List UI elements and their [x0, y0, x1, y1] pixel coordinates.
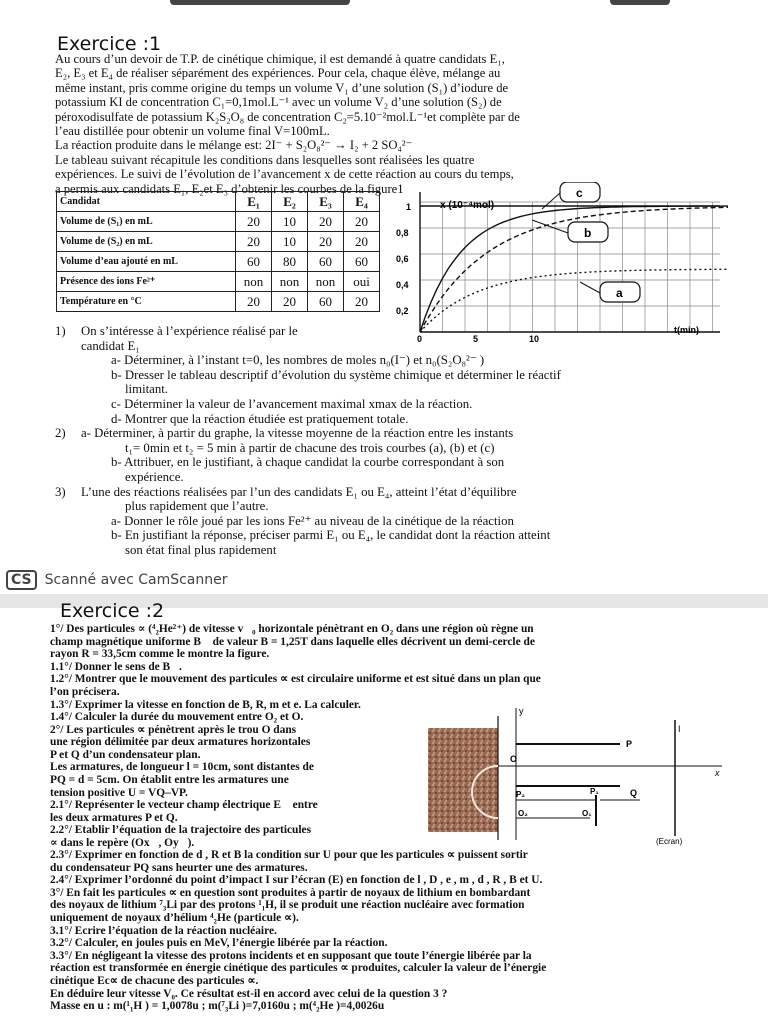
fig-ecran-label: (Ecran) [656, 837, 683, 846]
ex2-left-line: 2°/ Les particules ∝ pénètrent après le trou O dans [50, 723, 297, 736]
curve-label-b: b [584, 226, 592, 240]
question-line [55, 324, 561, 339]
exercise-1-intro [55, 52, 520, 196]
table-cell: Volume de (S₂) en mL [57, 232, 236, 252]
intro-line: La réaction produite dans le mélange est: 2I⁻ + S₂O₈²⁻ → I₂ + 2 SO₄²⁻ [55, 138, 413, 153]
ex2-bottom-line: 3°/ En fait les particules ∝ en question sont produites à partir de noyaux de lithium en bombardant [50, 886, 531, 899]
curve-a [420, 269, 728, 332]
intro-line: péroxodisulfate de potassium K₂S₂O₈ de concentration C₂=5.10⁻²mol.L⁻¹et complète par de [55, 109, 520, 124]
question-line [55, 441, 561, 456]
question-line [55, 485, 561, 500]
graph-y-tick: 0,4 [396, 280, 409, 290]
ex2-left-line: 2.1°/ Représenter le vecteur champ électrique E⃗ entre [50, 799, 318, 812]
graph-y-label: x (10⁻⁴mol) [440, 200, 495, 211]
figure-1-graph [392, 182, 728, 342]
question-number: 2) [55, 426, 66, 441]
graph-y-tick: 0,8 [396, 228, 409, 238]
question-text: b- Dresser le tableau descriptif d’évolution du système chimique et déterminer le réactif [111, 367, 561, 382]
table-cell: non [272, 272, 308, 292]
table-cell: 10 [272, 212, 308, 232]
question-text: On s’intéresse à l’expérience réalisé par le [81, 324, 298, 338]
intro-line: l’eau distillée pour obtenir un volume final V=100mL. [55, 124, 330, 139]
ex2-bottom-line: 3.2°/ Calculer, en joules puis en MeV, l’énergie libérée par la réaction. [50, 937, 388, 950]
ex2-left-line: 1.4°/ Calculer la durée du mouvement entre O₂ et O. [50, 711, 304, 723]
table-header-cell: E₄ [344, 192, 380, 212]
ex2-bottom-line: 3.1°/ Ecrire l’équation de la réaction nucléaire. [50, 924, 277, 937]
ex2-left-line: Les armatures, de longueur l = 10cm, sont distantes de [50, 761, 314, 774]
question-line [55, 514, 561, 529]
question-text: t₁= 0min et t₂ = 5 min à partir de chacune des trois courbes (a), (b) et (c) [125, 440, 495, 455]
exercise-2-text-bottom [50, 849, 546, 1013]
table-cell: Présence des ions Fe²⁺ [57, 272, 236, 292]
table-header-cell: E₂ [272, 192, 308, 212]
graph-x-tick: 10 [529, 334, 540, 342]
graph-x-tick: 0 [417, 334, 423, 342]
ex2-top-line: rayon R = 33,5cm comme le montre la figure. [50, 648, 270, 661]
fig-p-label: P [626, 739, 633, 749]
intro-line: Le tableau suivant récapitule les conditions dans lesquelles sont réalisées les quatre [55, 152, 475, 167]
question-text: b- Attribuer, en le justifiant, à chaque candidat la courbe correspondant à son [111, 455, 505, 470]
ex2-top-line: champ magnétique uniforme B⃗ de valeur B = 1,25T dans laquelle elles décrivent un demi-cercle de [50, 635, 535, 648]
question-line [55, 412, 561, 427]
intro-line: potassium KI de concentration C₁=0,1mol.L⁻¹ avec un volume V₂ d’une solution (S₂) de [55, 95, 502, 110]
ex2-bottom-line: 2.3°/ Exprimer en fonction de d , R et B la condition sur U pour que les particules ∝ puissent sortir [50, 849, 528, 861]
question-text: plus rapidement que l’autre. [125, 499, 269, 514]
curve-label-a-pointer [580, 282, 600, 293]
ex2-left-line: 2.2°/ Etablir l’équation de la trajectoire des particules [50, 824, 312, 837]
table-cell: 80 [272, 252, 308, 272]
exercise-2-text-left [50, 711, 318, 850]
fig-y-label: y [519, 706, 524, 716]
question-text: b- En justifiant la réponse, préciser parmi E₁ ou E₄, le candidat dont la réaction atteint [111, 528, 551, 543]
graph-y-tick: 0,2 [396, 306, 409, 316]
question-text: son état final plus rapidement [125, 542, 277, 557]
ex2-bottom-line: réaction est transformée en énergie cinétique des particules ∝ produites, calculer la valeur de l’énergie [50, 962, 547, 975]
question-text: a- Déterminer, à l’instant t=0, les nombres de moles n₀(I⁻) et n₀(S₂O₈²⁻ ) [111, 353, 485, 368]
curve-label-a: a [616, 286, 623, 300]
fig-o-label: O [510, 754, 518, 764]
table-cell: 20 [308, 232, 344, 252]
ex2-bottom-line: uniquement de noyaux d’hélium ⁴₂He (particule ∝). [50, 911, 299, 924]
table-row [57, 212, 380, 232]
exercise-1-questions [55, 324, 561, 558]
table-cell: 20 [344, 292, 380, 312]
exercise-2-text-top [50, 623, 541, 711]
question-text: L’une des réactions réalisées par l’un des candidats E₁ ou E₄, atteint l’état d’équilibre [81, 484, 517, 499]
ex2-top-line: 1.3°/ Exprimer la vitesse en fonction de B, R, m et e. La calculer. [50, 698, 361, 711]
question-text: expérience. [125, 469, 184, 484]
question-line [55, 368, 561, 383]
question-line [55, 543, 561, 558]
table-cell: 20 [236, 232, 272, 252]
question-line [55, 455, 561, 470]
ex2-left-line: tension positive U = VQ–VP. [50, 786, 188, 799]
camscanner-text: Scanné avec CamScanner [44, 572, 228, 588]
ex2-bottom-line: Masse en u : m(¹₁H ) = 1,0078u ; m(⁷₃Li )=7,0160u ; m(⁴₂He )=4,0026u [50, 1000, 385, 1013]
exercise-2-figure [420, 700, 732, 850]
table-row [57, 252, 380, 272]
table-cell: Volume de (S₁) en mL [57, 212, 236, 232]
intro-line: Au cours d’un devoir de T.P. de cinétique chimique, il est demandé à quatre candidats E₁, [55, 52, 505, 66]
ex2-top-line: 1°/ Des particules ∝ (⁴₂He²⁺) de vitesse v⃗₀ horizontale pénètrant en O₂ dans une région où règne un [50, 623, 534, 635]
question-line [55, 426, 561, 441]
table-cell: 60 [344, 252, 380, 272]
table-cell: 20 [344, 212, 380, 232]
question-line [55, 499, 561, 514]
table-cell: 20 [236, 212, 272, 232]
table-cell: Volume d’eau ajouté en mL [57, 252, 236, 272]
question-line [55, 528, 561, 543]
graph-y-tick: 1 [406, 202, 412, 212]
table-header-cell: E₁ [236, 192, 272, 212]
fig-o1-label: O₁ [582, 809, 592, 818]
question-text: a- Donner le rôle joué par les ions Fe²⁺ au niveau de la cinétique de la réaction [111, 513, 514, 528]
exercise-1-title: Exercice :1 [57, 33, 162, 55]
question-line [55, 353, 561, 368]
ex2-left-line: les deux armatures P et Q. [50, 811, 178, 824]
graph-x-tick: 5 [473, 334, 479, 342]
ex2-bottom-line: du condensateur PQ sans heurter une des armatures. [50, 861, 308, 874]
intro-line: a permis aux candidats E₁, E₂et E₃ d’obtenir les courbes de la figure1 [55, 181, 404, 196]
table-cell: non [236, 272, 272, 292]
table-cell: oui [344, 272, 380, 292]
intro-line: expériences. Le suivi de l’évolution de l’avancement x de cette réaction au cours du temps, [55, 167, 514, 182]
ex2-left-line: PQ = d = 5cm. On établit entre les armatures une [50, 773, 289, 786]
table-cell: 20 [308, 212, 344, 232]
question-line [55, 382, 561, 397]
camscanner-logo: CS [6, 570, 37, 590]
table-cell: 10 [272, 232, 308, 252]
fig-i-label: I [678, 724, 681, 734]
question-text: a- Déterminer, à partir du graphe, la vitesse moyenne de la réaction entre les instants [81, 426, 514, 441]
table-cell: 60 [308, 252, 344, 272]
table-row [57, 292, 380, 312]
ex2-left-line: une région délimitée par deux armatures horizontales [50, 736, 311, 749]
question-text: candidat E₁ [81, 338, 140, 353]
fig-q-label: Q [630, 788, 638, 798]
curve-label-c: c [576, 186, 583, 200]
conditions-table [56, 191, 380, 312]
ex2-bottom-line: cinétique Ec∝ de chacune des particules ∝. [50, 974, 259, 987]
table-row [57, 232, 380, 252]
question-number: 1) [55, 324, 66, 338]
ex2-top-line: 1.1°/ Donner le sens de B⃗. [50, 660, 182, 673]
question-text: c- Déterminer la valeur de l’avancement maximal xmax de la réaction. [111, 396, 473, 411]
ex2-bottom-line: En déduire leur vitesse V₀. Ce résultat est-il en accord avec celui de la question 3 ? [50, 987, 448, 1000]
ex2-bottom-line: 2.4°/ Exprimer l’ordonné du point d’impact I sur l’écran (E) en fonction de l , D , e , m , d , R , B et U. [50, 874, 543, 887]
intro-line: même instant, pris comme origine du temps un volume V₁ d’une solution (S₁) d’iodure de [55, 80, 509, 95]
question-line [55, 339, 561, 354]
top-edge [0, 0, 768, 8]
fig-x-label: x [715, 768, 720, 778]
question-line [55, 397, 561, 412]
table-cell: 20 [344, 232, 380, 252]
table-cell: non [308, 272, 344, 292]
table-cell: 60 [308, 292, 344, 312]
intro-line: E₂, E₃ et E₄ de réaliser séparément des expériences. Pour cela, chaque élève, mélange au [55, 66, 501, 81]
fig-p2-label: P₂ [516, 790, 525, 799]
graph-x-label: t(min) [674, 325, 699, 335]
fig-p1-label: P₁ [590, 787, 599, 796]
ex2-left-line: ∝ dans le repère (Ox⃗, Oy⃗). [50, 836, 195, 849]
question-text: d- Montrer que la réaction étudiée est pratiquement totale. [111, 411, 409, 426]
ex2-left-line: P et Q d’un condensateur plan. [50, 748, 201, 761]
table-header-row [57, 192, 380, 212]
ex2-top-line: l’on précisera. [50, 685, 120, 698]
ex2-bottom-line: des noyaux de lithium ⁷₃Li par des protons ¹₁H, il se produit une réaction nucléaire avec formation [50, 899, 525, 912]
ex2-bottom-line: 3.3°/ En négligeant la vitesse des protons incidents et en supposant que toute l’énergie libérée par la [50, 949, 532, 962]
table-header-cell: Candidat [57, 192, 236, 212]
table-cell: Température en °C [57, 292, 236, 312]
question-line [55, 470, 561, 485]
table-row [57, 272, 380, 292]
fig-o2-label: O₂ [518, 809, 528, 818]
camscanner-watermark [6, 570, 228, 590]
table-header-cell: E₃ [308, 192, 344, 212]
table-cell: 60 [236, 252, 272, 272]
question-text: limitant. [125, 382, 169, 397]
table-cell: 20 [236, 292, 272, 312]
ex2-top-line: 1.2°/ Montrer que le mouvement des particules ∝ est circulaire uniforme et est situé dans un plan que [50, 673, 541, 686]
question-number: 3) [55, 484, 66, 499]
exercise-2-title: Exercice :2 [60, 600, 165, 622]
graph-y-tick: 0,6 [396, 254, 409, 264]
table-cell: 20 [272, 292, 308, 312]
